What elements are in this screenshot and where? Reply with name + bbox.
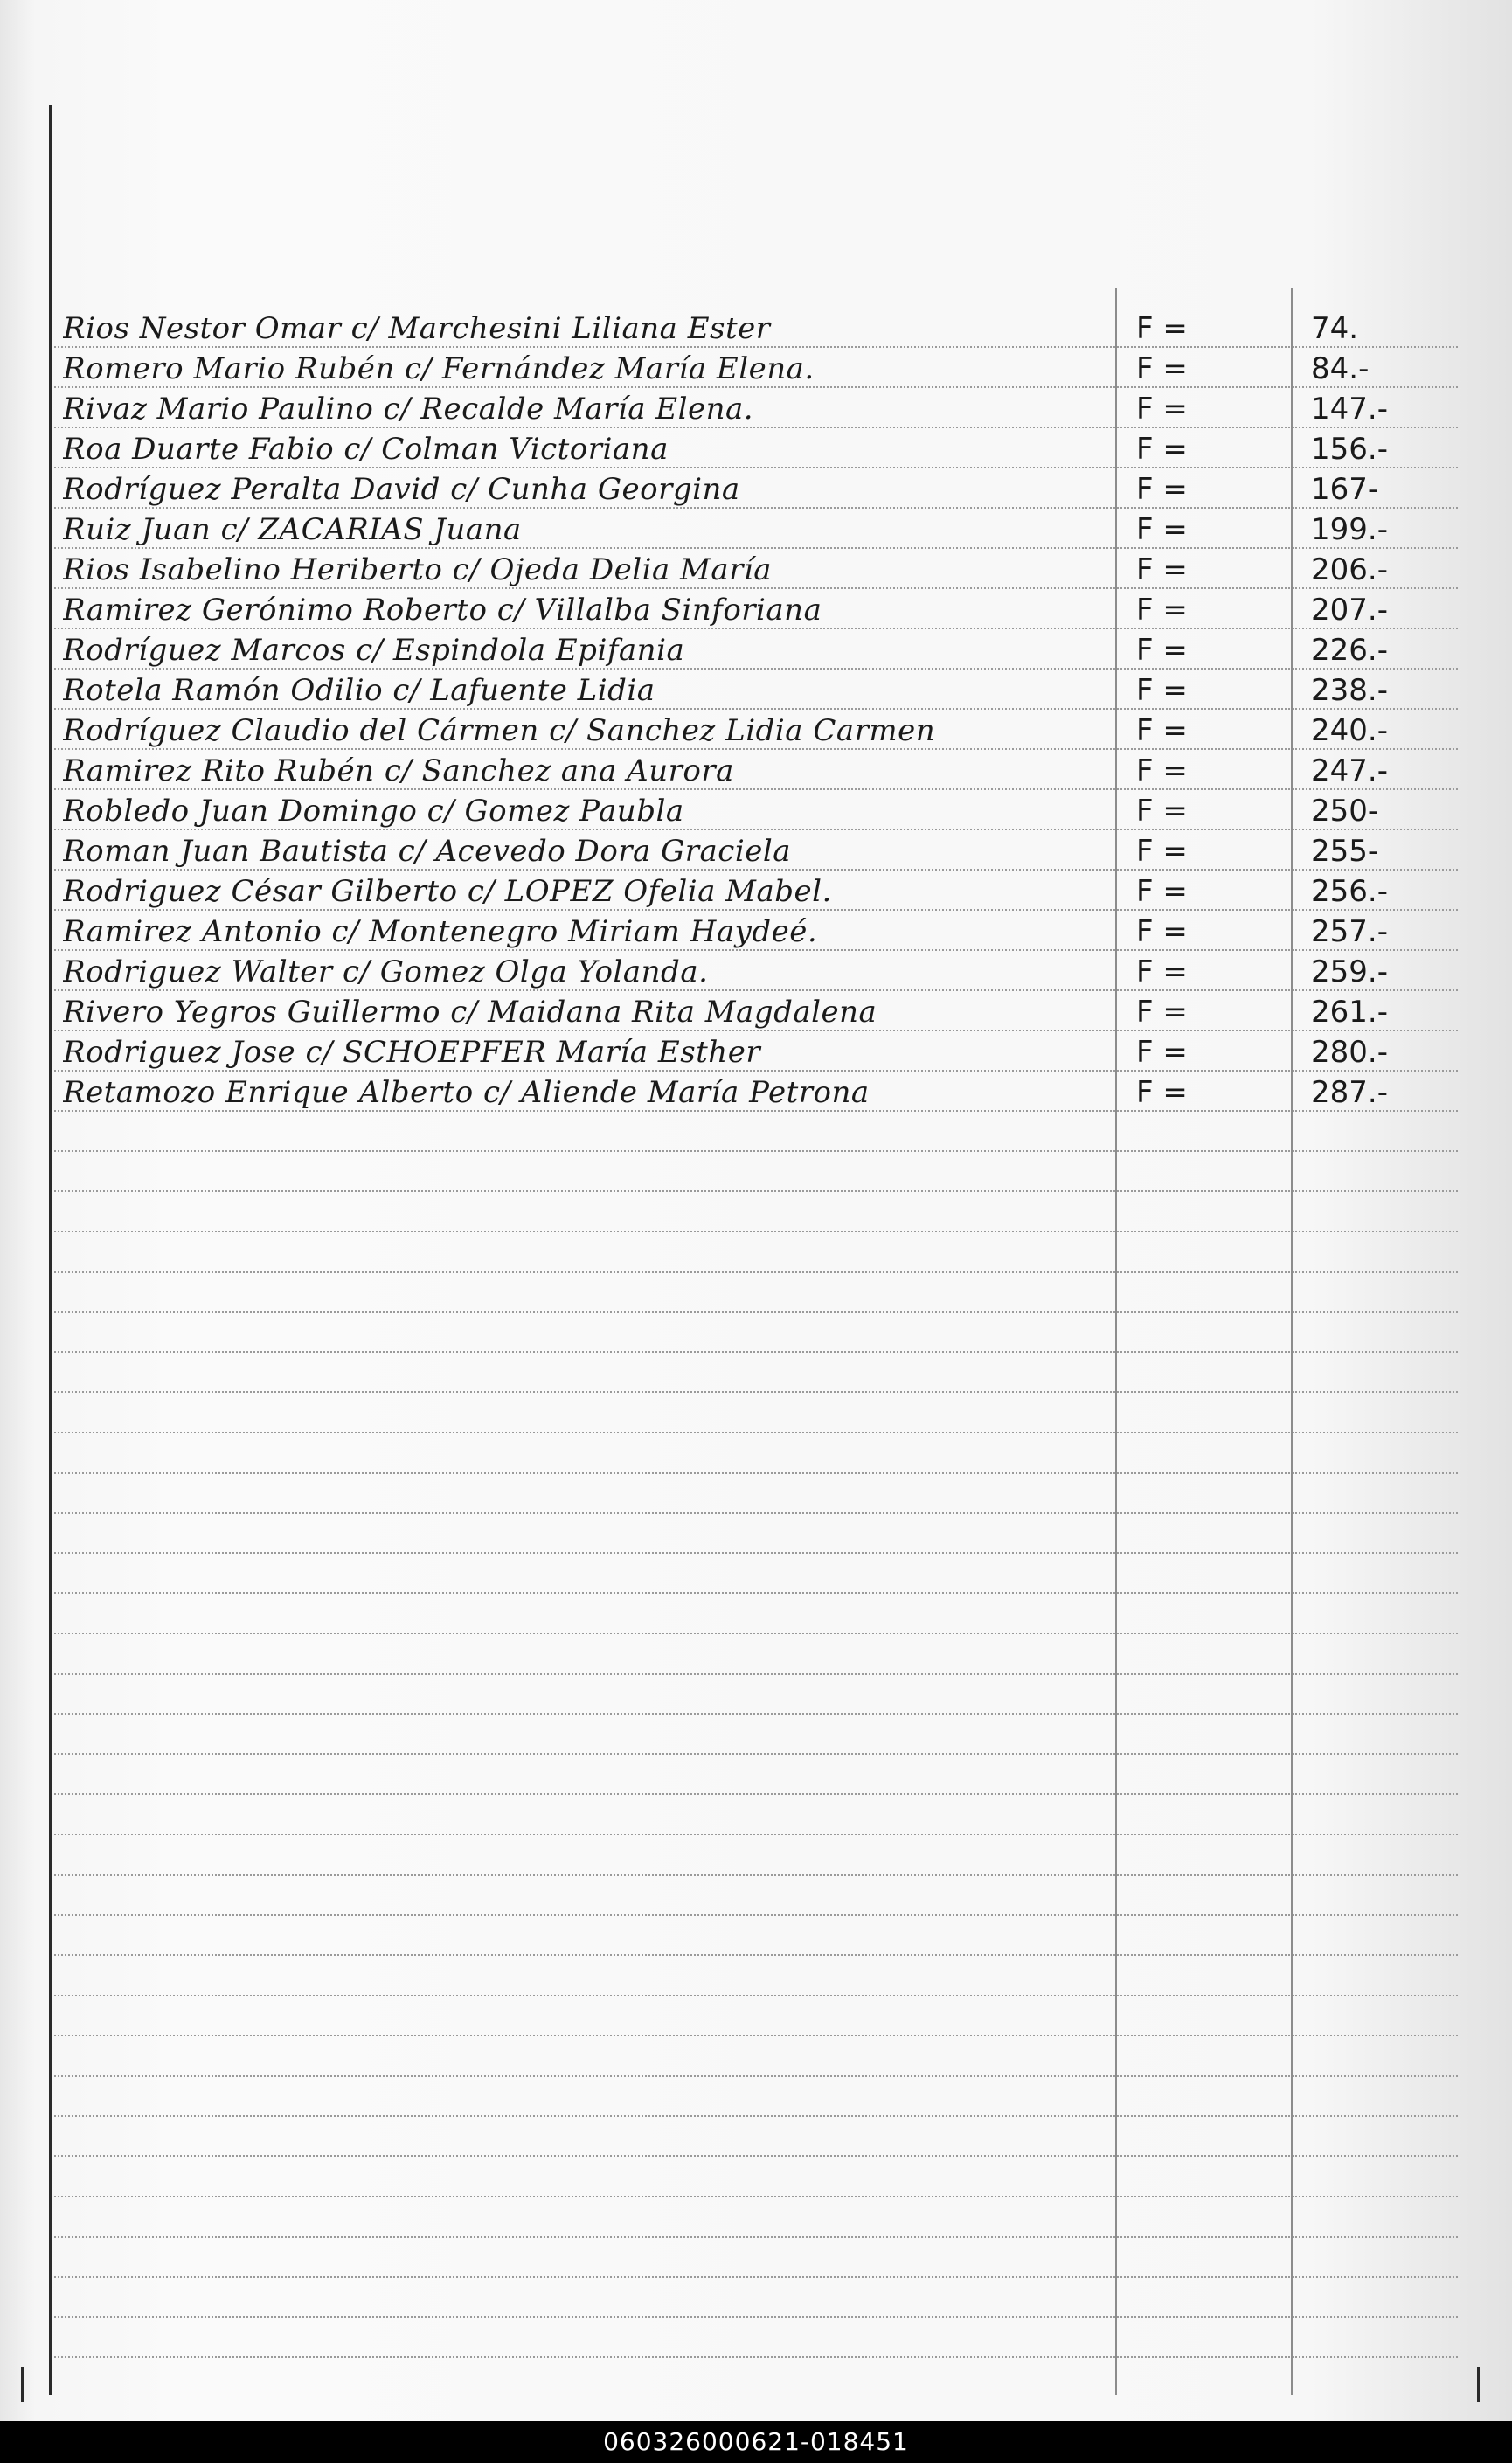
entry-code: F = xyxy=(1136,472,1188,507)
entry-name: Roman Juan Bautista c/ Acevedo Dora Graciela xyxy=(63,834,791,869)
list-item xyxy=(0,752,1512,790)
entry-number: 84.- xyxy=(1311,351,1370,386)
entry-code: F = xyxy=(1136,1075,1188,1110)
list-item xyxy=(0,350,1512,388)
entry-number: 240.- xyxy=(1311,713,1388,748)
entry-number: 199.- xyxy=(1311,512,1388,547)
entry-number: 287.- xyxy=(1311,1075,1388,1110)
list-item xyxy=(0,470,1512,509)
entry-number: 147.- xyxy=(1311,392,1388,427)
entry-code: F = xyxy=(1136,673,1188,708)
entry-number: 255- xyxy=(1311,834,1379,869)
entry-code: F = xyxy=(1136,753,1188,788)
entry-name: Rios Isabelino Heriberto c/ Ojeda Delia María xyxy=(63,552,773,587)
entry-number: 261.- xyxy=(1311,995,1388,1030)
entry-name: Roa Duarte Fabio c/ Colman Victoriana xyxy=(63,432,669,467)
entry-number: 238.- xyxy=(1311,673,1388,708)
list-item xyxy=(0,430,1512,468)
entry-number: 156.- xyxy=(1311,432,1388,467)
entry-number: 206.- xyxy=(1311,552,1388,587)
entry-name: Rivero Yegros Guillermo c/ Maidana Rita Magdalena xyxy=(63,995,877,1030)
crop-mark-right xyxy=(1477,2367,1480,2402)
entry-code: F = xyxy=(1136,914,1188,949)
entry-code: F = xyxy=(1136,1035,1188,1070)
list-item xyxy=(0,711,1512,750)
entry-name: Rodriguez Walter c/ Gomez Olga Yolanda. xyxy=(63,954,709,989)
entry-name: Rodríguez Claudio del Cármen c/ Sanchez Lidia Carmen xyxy=(63,713,936,748)
entry-code: F = xyxy=(1136,954,1188,989)
entry-name: Ramirez Gerónimo Roberto c/ Villalba Sinforiana xyxy=(63,593,822,628)
entry-code: F = xyxy=(1136,311,1188,346)
list-item xyxy=(0,953,1512,991)
entry-code: F = xyxy=(1136,834,1188,869)
entry-code: F = xyxy=(1136,995,1188,1030)
list-item xyxy=(0,671,1512,710)
list-item xyxy=(0,510,1512,549)
entry-code: F = xyxy=(1136,713,1188,748)
list-item xyxy=(0,631,1512,670)
entry-name: Ruiz Juan c/ ZACARIAS Juana xyxy=(63,512,522,547)
entry-number: 256.- xyxy=(1311,874,1388,909)
entry-code: F = xyxy=(1136,633,1188,668)
entry-name: Rivaz Mario Paulino c/ Recalde María Elena. xyxy=(63,392,754,427)
entry-number: 280.- xyxy=(1311,1035,1388,1070)
list-item xyxy=(0,993,1512,1031)
entry-number: 207.- xyxy=(1311,593,1388,628)
scan-id-bar xyxy=(0,2421,1512,2463)
list-item xyxy=(0,872,1512,911)
entry-number: 257.- xyxy=(1311,914,1388,949)
entry-name: Rotela Ramón Odilio c/ Lafuente Lidia xyxy=(63,673,655,708)
entry-code: F = xyxy=(1136,432,1188,467)
entry-name: Robledo Juan Domingo c/ Gomez Paubla xyxy=(63,794,684,829)
entry-number: 259.- xyxy=(1311,954,1388,989)
entry-number: 226.- xyxy=(1311,633,1388,668)
entry-name: Rodríguez Peralta David c/ Cunha Georgina xyxy=(63,472,740,507)
entry-number: 167- xyxy=(1311,472,1379,507)
entry-name: Ramirez Antonio c/ Montenegro Miriam Haydeé. xyxy=(63,914,818,949)
list-item xyxy=(0,390,1512,428)
entry-number: 247.- xyxy=(1311,753,1388,788)
entry-name: Rodriguez César Gilberto c/ LOPEZ Ofelia Mabel. xyxy=(63,874,832,909)
entry-number: 74. xyxy=(1311,311,1359,346)
entry-name: Romero Mario Rubén c/ Fernández María Elena. xyxy=(63,351,815,386)
list-item xyxy=(0,591,1512,629)
crop-mark-left xyxy=(21,2367,24,2402)
list-item xyxy=(0,551,1512,589)
scan-id-code: 060326000621-018451 xyxy=(603,2427,909,2456)
entry-name: Retamozo Enrique Alberto c/ Aliende María Petrona xyxy=(63,1075,870,1110)
entry-name: Ramirez Rito Rubén c/ Sanchez ana Aurora xyxy=(63,753,734,788)
list-item xyxy=(0,832,1512,871)
entry-code: F = xyxy=(1136,512,1188,547)
entry-name: Rodriguez Jose c/ SCHOEPFER María Esther xyxy=(63,1035,761,1070)
list-item xyxy=(0,1033,1512,1072)
entry-code: F = xyxy=(1136,593,1188,628)
entry-number: 250- xyxy=(1311,794,1379,829)
entry-code: F = xyxy=(1136,874,1188,909)
entry-code: F = xyxy=(1136,552,1188,587)
entry-code: F = xyxy=(1136,794,1188,829)
entry-code: F = xyxy=(1136,392,1188,427)
entry-code: F = xyxy=(1136,351,1188,386)
list-item xyxy=(0,912,1512,951)
list-item xyxy=(0,1073,1512,1112)
entry-name: Rios Nestor Omar c/ Marchesini Liliana Ester xyxy=(63,311,771,346)
entry-name: Rodríguez Marcos c/ Espindola Epifania xyxy=(63,633,685,668)
list-item xyxy=(0,309,1512,348)
list-item xyxy=(0,792,1512,830)
